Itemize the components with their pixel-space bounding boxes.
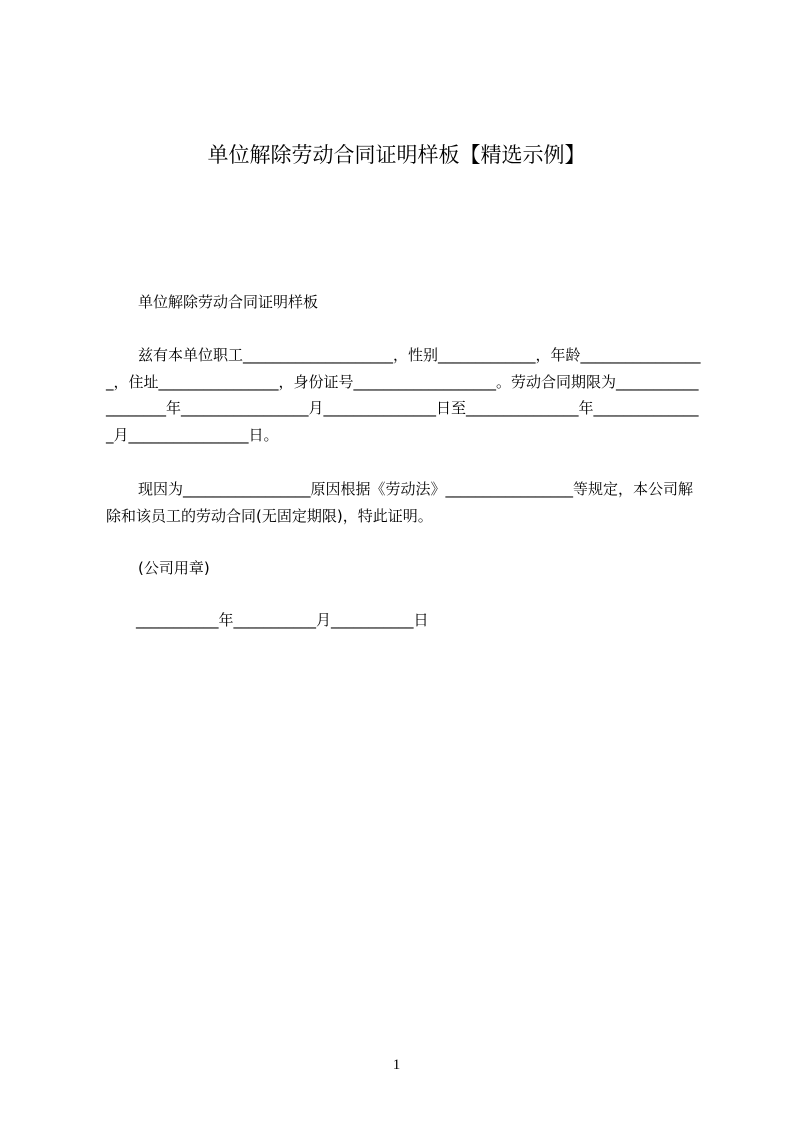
company-seal-label: (公司用章) bbox=[138, 559, 210, 577]
page-number: 1 bbox=[392, 1057, 401, 1073]
document-title: 单位解除劳动合同证明样板【精选示例】 bbox=[207, 143, 586, 167]
termination-reason-paragraph: 现因为_________________原因根据《劳动法》_________________等规定，本公司解除和该员工的劳动合同(无固定期限)，特此证明。 bbox=[106, 480, 694, 525]
document-subtitle: 单位解除劳动合同证明样板 bbox=[138, 293, 319, 311]
employee-info-paragraph: 兹有本单位职工____________________，性别_____________，年龄_________________，住址________________，身份证号___________________。劳动合同期限为___________________年_________________月_______________日至_______________年_______________月________________日。 bbox=[106, 346, 701, 444]
signature-date-line: ___________年___________月___________日 bbox=[136, 611, 429, 629]
